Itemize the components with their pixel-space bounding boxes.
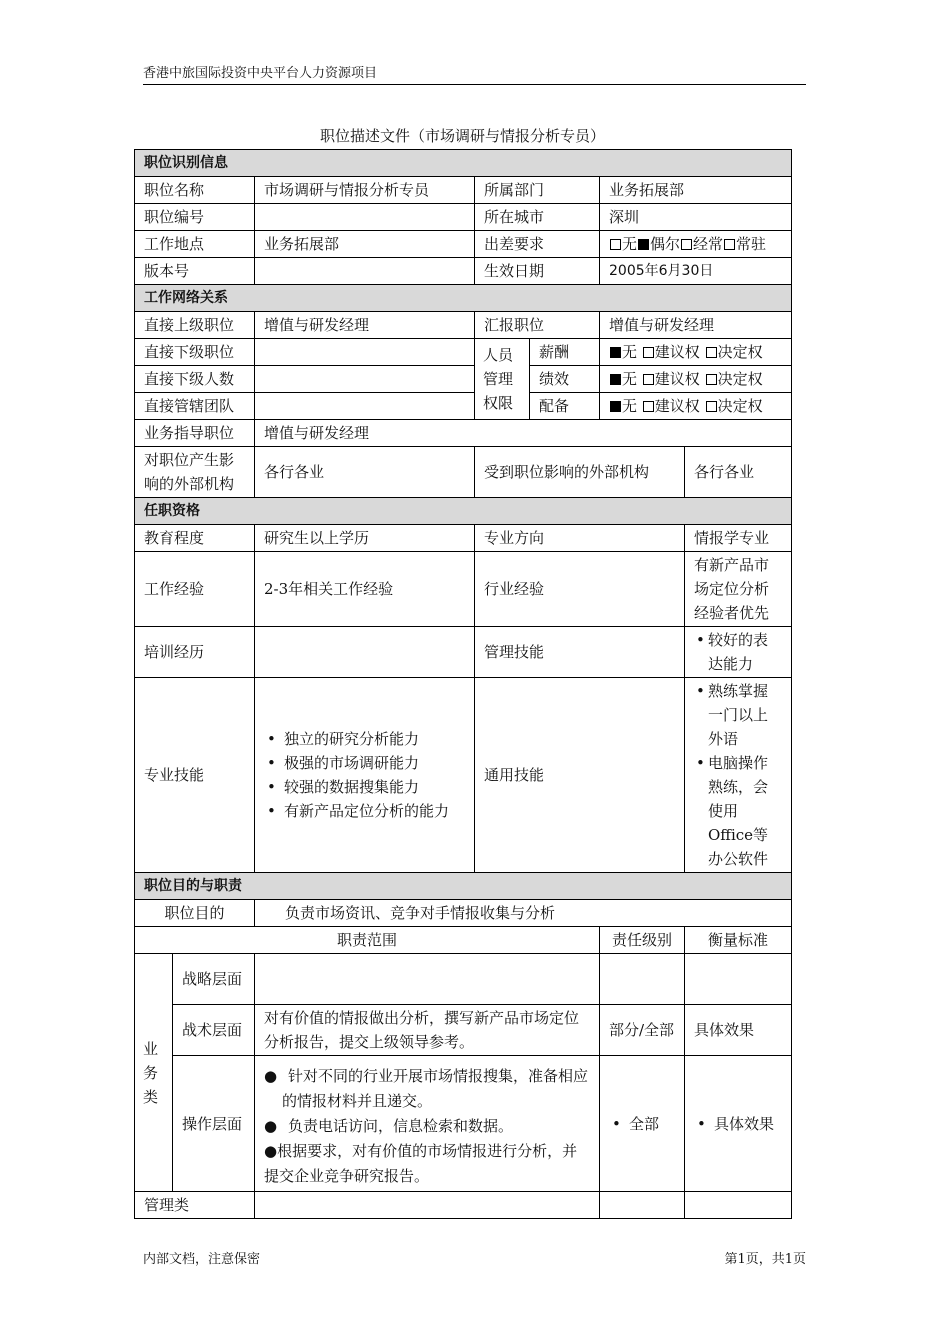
industry-exp-label: 行业经验	[475, 552, 685, 627]
unchecked-box-icon[interactable]	[610, 239, 621, 250]
management-level	[600, 1192, 685, 1219]
major-label: 专业方向	[475, 525, 685, 552]
section-network: 工作网络关系	[135, 285, 792, 312]
business-label-text: 业务类	[143, 1039, 159, 1106]
position-name-value: 市场调研与情报分析专员	[255, 177, 475, 204]
direct-superior-value: 增值与研发经理	[255, 312, 475, 339]
list-item: • 熟练掌握一门以上外语	[708, 679, 782, 751]
section-identification: 职位识别信息	[135, 150, 792, 177]
travel-option-often: 经常	[693, 235, 724, 253]
tactical-level: 部分/全部	[600, 1005, 685, 1056]
mgmt-skill-list	[694, 628, 782, 676]
auth-option: 无	[622, 397, 638, 415]
checked-box-icon[interactable]	[638, 239, 649, 250]
operational-standard-list	[694, 1112, 782, 1136]
bullet-dot-icon: ●	[264, 1067, 278, 1085]
list-item: ● 负责电话访问，信息检索和数据。	[264, 1114, 590, 1139]
unchecked-box-icon[interactable]	[643, 374, 654, 385]
version-value	[255, 258, 475, 285]
auth-label-1: 人员	[483, 346, 514, 364]
mgmt-skill-label: 管理技能	[475, 627, 685, 678]
city-value: 深圳	[600, 204, 792, 231]
pro-skill-value	[255, 678, 475, 873]
position-code-value	[255, 204, 475, 231]
direct-superior-label: 直接上级职位	[135, 312, 255, 339]
travel-option-resident: 常驻	[736, 235, 767, 253]
page-header: 香港中旅国际投资中央平台人力资源项目	[143, 64, 806, 85]
checked-box-icon[interactable]	[610, 374, 621, 385]
affected-ext-value: 各行各业	[685, 447, 792, 498]
city-label: 所在城市	[475, 204, 600, 231]
standard-header: 衡量标准	[685, 927, 792, 954]
auth-row-label: 配备	[530, 393, 600, 420]
checked-box-icon[interactable]	[610, 401, 621, 412]
list-item: ●根据要求，对有价值的市场情报进行分析，并提交企业竞争研究报告。	[264, 1142, 578, 1185]
footer-confidential: 内部文档，注意保密	[143, 1252, 261, 1267]
unchecked-box-icon[interactable]	[643, 401, 654, 412]
strategic-label: 战略层面	[173, 954, 255, 1005]
strategic-standard	[685, 954, 792, 1005]
department-label: 所属部门	[475, 177, 600, 204]
section-qualification: 任职资格	[135, 498, 792, 525]
direct-sub-label: 直接下级职位	[135, 339, 255, 366]
general-skill-label: 通用技能	[475, 678, 685, 873]
sub-count-value	[255, 366, 475, 393]
experience-value: 2-3年相关工作经验	[255, 552, 475, 627]
bullet-dot-icon: ●	[264, 1142, 278, 1160]
auth-option: 决定权	[717, 370, 763, 388]
unchecked-box-icon[interactable]	[706, 347, 717, 358]
impact-ext-label: 对职位产生影响的外部机构	[135, 447, 255, 498]
auth-option: 建议权	[654, 343, 700, 361]
report-to-value: 增值与研发经理	[600, 312, 792, 339]
list-item: • 具体效果	[714, 1112, 782, 1136]
auth-option: 建议权	[654, 370, 700, 388]
industry-exp-value: 有新产品市场定位分析经验者优先	[685, 552, 792, 627]
unchecked-box-icon[interactable]	[706, 401, 717, 412]
experience-label: 工作经验	[135, 552, 255, 627]
team-value	[255, 393, 475, 420]
travel-option-occasional: 偶尔	[650, 235, 681, 253]
auth-row-options	[600, 339, 792, 366]
list-item: • 较好的表达能力	[708, 628, 782, 676]
auth-row-options	[600, 366, 792, 393]
list-item: • 极强的市场调研能力	[284, 751, 465, 775]
footer-page-number: 第1页，共1页	[724, 1252, 806, 1267]
auth-label-2: 管理	[483, 370, 514, 388]
auth-option: 建议权	[654, 397, 700, 415]
sub-count-label: 直接下级人数	[135, 366, 255, 393]
business-label	[135, 954, 173, 1192]
auth-option: 决定权	[717, 397, 763, 415]
purpose-value: 负责市场资讯、竞争对手情报收集与分析	[255, 900, 792, 927]
list-item: • 独立的研究分析能力	[284, 727, 465, 751]
education-label: 教育程度	[135, 525, 255, 552]
direct-sub-value	[255, 339, 475, 366]
auth-row-options	[600, 393, 792, 420]
report-to-label: 汇报职位	[475, 312, 600, 339]
education-value: 研究生以上学历	[255, 525, 475, 552]
position-code-label: 职位编号	[135, 204, 255, 231]
travel-option-none: 无	[622, 235, 638, 253]
auth-option: 决定权	[717, 343, 763, 361]
list-item: • 电脑操作熟练，会使用Office等办公软件	[708, 751, 782, 871]
pro-skill-list	[264, 727, 465, 823]
training-label: 培训经历	[135, 627, 255, 678]
team-label: 直接管辖团队	[135, 393, 255, 420]
operational-level	[600, 1056, 685, 1192]
effective-date-label: 生效日期	[475, 258, 600, 285]
auth-row-label: 薪酬	[530, 339, 600, 366]
guidance-value: 增值与研发经理	[255, 420, 792, 447]
list-item: • 全部	[629, 1112, 675, 1136]
major-value: 情报学专业	[685, 525, 792, 552]
travel-options	[600, 231, 792, 258]
personnel-authority-label	[475, 339, 530, 420]
tactical-value: 对有价值的情报做出分析，撰写新产品市场定位分析报告，提交上级领导参考。	[255, 1005, 600, 1056]
unchecked-box-icon[interactable]	[724, 239, 735, 250]
list-item: • 有新产品定位分析的能力	[284, 799, 465, 823]
strategic-value	[255, 954, 600, 1005]
unchecked-box-icon[interactable]	[643, 347, 654, 358]
travel-label: 出差要求	[475, 231, 600, 258]
guidance-label: 业务指导职位	[135, 420, 255, 447]
operational-level-list	[609, 1112, 675, 1136]
unchecked-box-icon[interactable]	[706, 374, 717, 385]
impact-ext-value: 各行各业	[255, 447, 475, 498]
general-skill-value	[685, 678, 792, 873]
affected-ext-label: 受到职位影响的外部机构	[475, 447, 685, 498]
tactical-standard: 具体效果	[685, 1005, 792, 1056]
auth-label-3: 权限	[483, 394, 514, 412]
department-value: 业务拓展部	[600, 177, 792, 204]
auth-row-label: 绩效	[530, 366, 600, 393]
document-title: 职位描述文件（市场调研与情报分析专员）	[319, 127, 605, 145]
mgmt-skill-value	[685, 627, 792, 678]
location-value: 业务拓展部	[255, 231, 475, 258]
purpose-label: 职位目的	[135, 900, 255, 927]
operational-label: 操作层面	[173, 1056, 255, 1192]
checked-box-icon[interactable]	[610, 347, 621, 358]
section-duties: 职位目的与职责	[135, 873, 792, 900]
management-standard	[685, 1192, 792, 1219]
list-item: ● 针对不同的行业开展市场情报搜集，准备相应的情报材料并且递交。	[264, 1064, 590, 1114]
operational-standard	[685, 1056, 792, 1192]
list-item: • 较强的数据搜集能力	[284, 775, 465, 799]
operational-value	[255, 1056, 600, 1192]
position-name-label: 职位名称	[135, 177, 255, 204]
general-skill-list	[694, 679, 782, 871]
pro-skill-label: 专业技能	[135, 678, 255, 873]
management-label: 管理类	[135, 1192, 255, 1219]
tactical-label: 战术层面	[173, 1005, 255, 1056]
job-description-table	[134, 149, 792, 1219]
training-value	[255, 627, 475, 678]
location-label: 工作地点	[135, 231, 255, 258]
bullet-dot-icon: ●	[264, 1117, 278, 1135]
effective-date-value: 2005年6月30日	[600, 258, 792, 285]
scope-header: 职责范围	[135, 927, 600, 954]
auth-option: 无	[622, 370, 638, 388]
management-value	[255, 1192, 600, 1219]
level-header: 责任级别	[600, 927, 685, 954]
version-label: 版本号	[135, 258, 255, 285]
strategic-level	[600, 954, 685, 1005]
auth-option: 无	[622, 343, 638, 361]
unchecked-box-icon[interactable]	[681, 239, 692, 250]
